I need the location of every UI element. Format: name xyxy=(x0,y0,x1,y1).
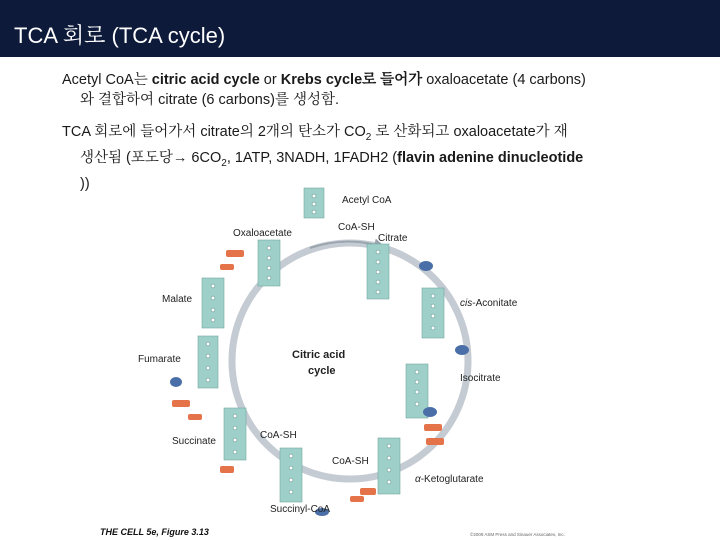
label-acetyl-coa: Acetyl CoA xyxy=(342,195,392,206)
paragraph-tca xyxy=(62,122,672,194)
label-coa-sh-2: CoA-SH xyxy=(260,430,297,441)
p2-line3: )) xyxy=(80,175,90,192)
label-isocitrate: Isocitrate xyxy=(460,373,501,384)
nadh-tag-2 xyxy=(220,264,234,270)
p2-line2a: 생산됨 (포도당→ 6CO xyxy=(80,149,222,166)
label-succinate: Succinate xyxy=(172,436,216,447)
label-coa-sh-1: CoA-SH xyxy=(338,222,375,233)
nadh-tag-4 xyxy=(426,438,444,445)
label-fumarate: Fumarate xyxy=(138,354,181,365)
figure-copyright: ©2009 ASM Press and Sinauer Associates, Inc. xyxy=(470,532,565,537)
center-label-line1: Citric acid xyxy=(292,349,346,361)
gtp-tag xyxy=(220,466,234,473)
nadh-tag-6 xyxy=(350,496,364,502)
p1-line2: 와 결합하여 citrate (6 carbons)를 생성함. xyxy=(80,92,340,108)
label-cis-aconitate xyxy=(460,298,518,309)
p2-text-a: TCA 회로에 들어가서 citrate의 2개의 탄소가 CO xyxy=(62,124,366,140)
p2-sub1: 2 xyxy=(365,131,372,143)
p1-text-a: Acetyl CoA는 xyxy=(62,72,152,88)
label-malate: Malate xyxy=(162,294,193,305)
h2o-tag-2 xyxy=(455,345,469,355)
tca-cycle-diagram xyxy=(138,186,580,516)
label-cis-aconitate-text: -Aconitate xyxy=(472,298,518,309)
nadh-tag-1 xyxy=(226,250,244,257)
p2-bold-fad: flavin adenine dinucleotide xyxy=(397,149,584,166)
label-oxaloacetate: Oxaloacetate xyxy=(233,228,292,239)
p2-line2 xyxy=(62,148,672,174)
paragraph-acetyl-coa xyxy=(62,70,672,110)
label-succinyl-coa: Succinyl-CoA xyxy=(270,504,331,515)
p2-text-b: 로 산화되고 oxaloacetate가 재 xyxy=(371,124,568,140)
p1-text-c: or xyxy=(259,72,281,88)
figure-caption: THE CELL 5e, Figure 3.13 xyxy=(100,527,209,537)
h2o-tag-3 xyxy=(170,377,182,387)
fad-tag xyxy=(172,400,190,407)
label-ketoglutarate xyxy=(415,474,484,485)
slide-title: TCA 회로 (TCA cycle) xyxy=(14,23,226,48)
label-cis-prefix: cis xyxy=(460,298,473,309)
co2-tag-1 xyxy=(423,407,437,417)
label-alpha: α xyxy=(415,474,421,485)
label-ketoglutarate-text: -Ketoglutarate xyxy=(420,474,484,485)
title-bar xyxy=(0,0,720,57)
center-label-line2: cycle xyxy=(308,365,336,377)
nadh-tag-5 xyxy=(360,488,376,495)
label-coa-sh-3: CoA-SH xyxy=(332,456,369,467)
p1-bold-krebs: Krebs cycle로 들어가 xyxy=(280,72,423,88)
p2-line2b: , 1ATP, 3NADH, 1FADH2 ( xyxy=(226,149,398,166)
p1-text-d: oxaloacetate (4 carbons) xyxy=(422,72,586,88)
p2-sub2: 2 xyxy=(221,157,227,169)
fad-tag-2 xyxy=(188,414,202,420)
nadh-tag-3 xyxy=(424,424,442,431)
label-citrate: Citrate xyxy=(378,233,408,244)
p1-bold-citric: citric acid cycle xyxy=(151,72,260,88)
h2o-tag-1 xyxy=(419,261,433,271)
